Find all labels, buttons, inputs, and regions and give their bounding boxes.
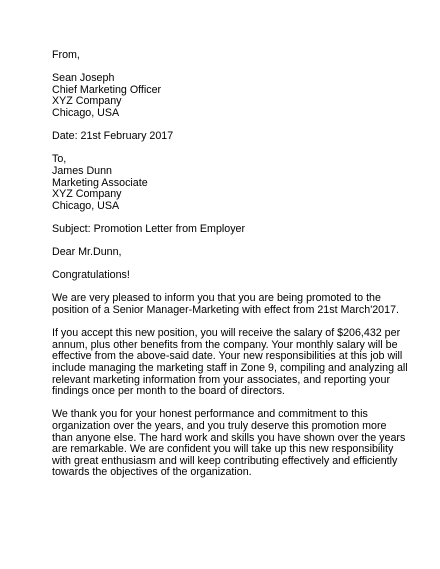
paragraph-2: If you accept this new position, you will receive the salary of $206,432 per annum, plus other benefits from the company. Your monthly salary will be effective from the above-said date. Your new responsibilities at this job will include managing the marketing staff in Zone 9, compiling and analyzing all relevant marketing information from your associates, and reporting your findings once per month to the board of directors. (52, 327, 408, 398)
sender-address (52, 73, 404, 119)
sender-location: Chicago, USA (52, 106, 120, 119)
letter-date: Date: 21st February 2017 (52, 130, 174, 143)
recipient-address (52, 154, 404, 212)
salutation: Dear Mr.Dunn, (52, 246, 122, 259)
to-heading: To, (52, 153, 67, 166)
sender-name: Sean Joseph (52, 72, 115, 85)
congratulations: Congratulations! (52, 269, 130, 282)
sender-company: XYZ Company (52, 95, 122, 108)
paragraph-1: We are very pleased to inform you that you are being promoted to the position of a Senior Manager-Marketing with effect from 21st March'2017. (52, 292, 399, 317)
recipient-company: XYZ Company (52, 188, 122, 201)
sender-title: Chief Marketing Officer (52, 83, 162, 96)
letter-page (52, 49, 408, 479)
recipient-title: Marketing Associate (52, 176, 148, 189)
paragraph-3: We thank you for your honest performance and commitment to this organization over the years, and you truly deserve this promotion more than anyone else. The hard work and skills you have shown over the years are remarkable. We are confident you will take up this new responsibility with great enthusiasm and will keep contributing effectively and efficiently towards the objectives of the organization. (52, 408, 406, 479)
recipient-location: Chicago, USA (52, 199, 120, 212)
recipient-name: James Dunn (52, 164, 112, 177)
from-heading: From, (52, 49, 80, 61)
subject-line: Subject: Promotion Letter from Employer (52, 222, 246, 235)
